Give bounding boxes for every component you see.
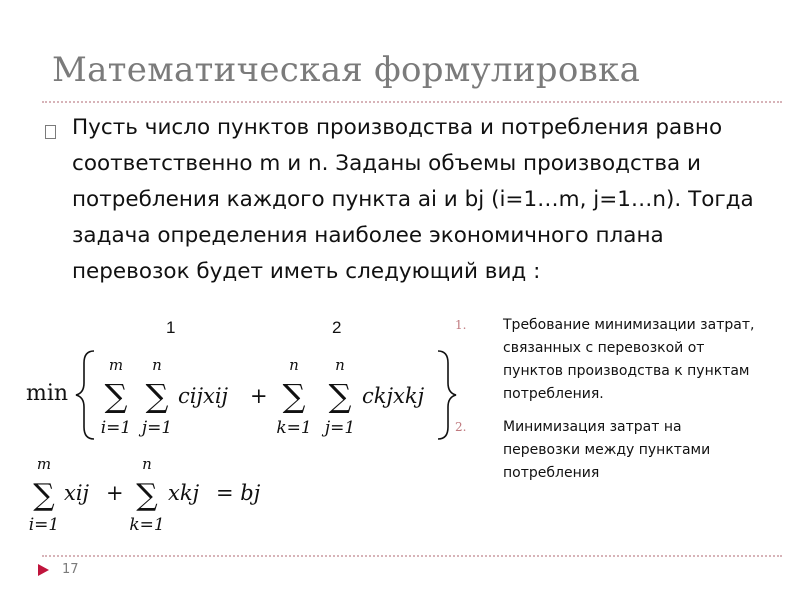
sum1-lower-limit: i=1 bbox=[100, 418, 132, 438]
list-text: Требование минимизации затрат, связанных с перевозкой от пунктов производства к пунктам потребления. bbox=[503, 317, 755, 402]
sum2-upper-limit: n bbox=[152, 356, 162, 374]
c-sum1-sigma-icon: ∑ bbox=[33, 478, 55, 513]
c-plus-sign: + bbox=[106, 481, 124, 505]
objective-formula bbox=[22, 345, 472, 445]
term-cij-xij: cijxij bbox=[178, 384, 229, 408]
plus-sign: + bbox=[250, 384, 268, 408]
list-number: 1. bbox=[455, 318, 467, 332]
intro-paragraph: Пусть число пунктов производства и потребления равно соответственно m и n. Заданы объемы производства и потребления каждого пункта ai и bj (i=1…m, j=1…n). Тогда задача определения наиболее экономичного плана перевозок будет иметь следующий вид : bbox=[72, 115, 754, 284]
column-label-2: 2 bbox=[332, 318, 342, 337]
sum4-sigma-icon: ∑ bbox=[328, 377, 352, 415]
column-label-1: 1 bbox=[166, 318, 176, 337]
sum2-sigma-icon: ∑ bbox=[145, 377, 169, 415]
page-number: 17 bbox=[62, 562, 79, 577]
sum1-upper-limit: m bbox=[108, 356, 124, 374]
left-brace bbox=[76, 351, 94, 439]
sum3-sigma-icon: ∑ bbox=[282, 377, 306, 415]
c-sum2-upper-limit: n bbox=[142, 455, 152, 473]
c-sum1-lower-limit: i=1 bbox=[28, 515, 60, 535]
list-item bbox=[455, 314, 755, 406]
term-ckj-xkj: ckjxkj bbox=[362, 384, 425, 408]
sum4-upper-limit: n bbox=[335, 356, 345, 374]
c-term-xij: xij bbox=[64, 481, 90, 505]
footer-divider bbox=[42, 555, 782, 557]
play-arrow-icon bbox=[36, 563, 50, 577]
slide-title: Математическая формулировка bbox=[52, 50, 641, 90]
sum3-lower-limit: k=1 bbox=[276, 418, 312, 438]
explanation-list bbox=[455, 314, 755, 495]
right-brace bbox=[438, 351, 456, 439]
sum1-sigma-icon: ∑ bbox=[104, 377, 128, 415]
constraint-formula bbox=[22, 452, 322, 537]
list-number: 2. bbox=[455, 420, 467, 434]
min-operator: min bbox=[26, 381, 69, 406]
c-sum2-sigma-icon: ∑ bbox=[136, 478, 158, 513]
c-rhs: = bj bbox=[216, 481, 261, 505]
sum2-lower-limit: j=1 bbox=[141, 418, 173, 438]
list-item bbox=[455, 416, 755, 485]
square-bullet-icon bbox=[45, 125, 56, 139]
list-text: Минимизация затрат на перевозки между пунктами потребления bbox=[503, 419, 711, 481]
sum3-upper-limit: n bbox=[289, 356, 299, 374]
c-sum2-lower-limit: k=1 bbox=[129, 515, 165, 535]
title-divider bbox=[42, 101, 782, 103]
c-term-xkj: xkj bbox=[168, 481, 200, 505]
c-sum1-upper-limit: m bbox=[36, 455, 52, 473]
sum4-lower-limit: j=1 bbox=[324, 418, 356, 438]
